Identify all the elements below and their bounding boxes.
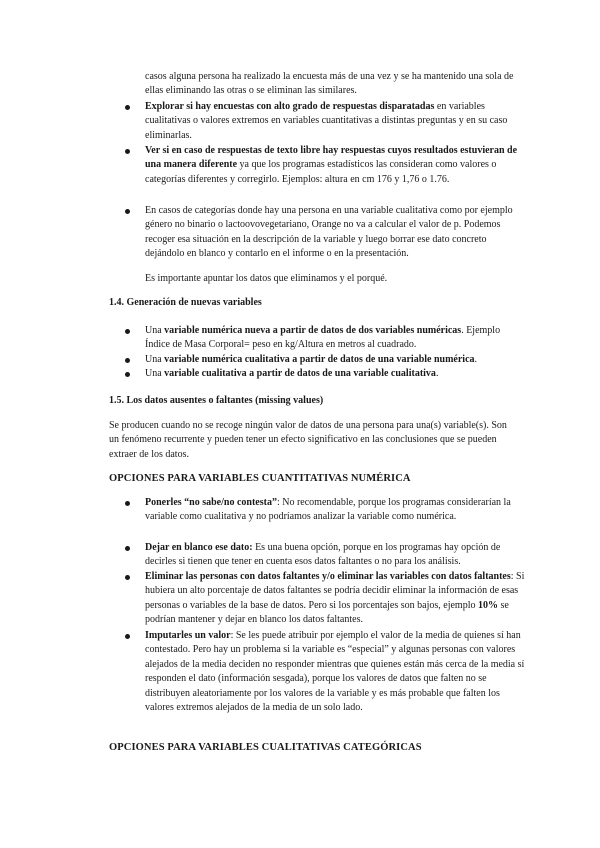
qual-options-heading: OPCIONES PARA VARIABLES CUALITATIVAS CATEGÓRICAS	[109, 742, 422, 753]
list-item	[145, 541, 525, 570]
bullet-bold-text: Dejar en blanco ese dato:	[145, 542, 253, 553]
bullet-bold-text: Ponerles “no sabe/no contesta”	[145, 497, 277, 508]
bullet-bold-text: Eliminar las personas con datos faltantes y/o eliminar las variables con datos faltantes	[145, 571, 511, 582]
bullet-text: en variables cualitativas o valores extremos en variables cuantitativas a distintas preguntas y en su caso eliminarlas.	[145, 101, 508, 141]
bullet-text: Una	[145, 354, 165, 365]
quant-options-heading: OPCIONES PARA VARIABLES CUANTITATIVAS NUMÉRICA	[109, 473, 411, 484]
bullet-bold-text: variable numérica nueva a partir de datos de dos variables numéricas	[164, 325, 462, 336]
bullet-bold-text: variable cualitativa a partir de datos de una variable cualitativa	[164, 368, 436, 379]
bullet-text: : Si hubiera un alto porcentaje de datos faltantes se podría decidir eliminar la información de esas personas o variables de la base de datos. Pero si los porcentajes son bajos, ejemplo	[145, 571, 525, 611]
missing-values-paragraph: Se producen cuando no se recoge ningún valor de datos de una persona para una(s) variable(s). Son un fenómeno recurrente y pueden tener un efecto significativo en las conclusiones que se pueden extraer de los datos.	[109, 420, 507, 460]
bullet-bold-text: variable numérica cualitativa a partir de datos de una variable numérica	[164, 354, 475, 365]
list-item	[145, 570, 525, 628]
list-item	[145, 324, 525, 353]
list-item	[145, 367, 525, 381]
bullet-text: Una	[145, 368, 165, 379]
bullet-text: .	[474, 354, 478, 365]
list-item	[145, 144, 525, 187]
bullet-text: : No recomendable, porque los programas considerarían la variable como cualitativa y no podríamos analizar la variable como numérica.	[145, 497, 511, 523]
bullet-text: . Ejemplo Índice de Masa Corporal= peso en kg/Altura en metros al cuadrado.	[145, 325, 501, 351]
bullet-text: se podrían mantener y dejar en blanco los datos faltantes.	[145, 599, 509, 626]
bullet-bold-text: Ver si en caso de respuestas de texto libre hay respuestas cuyos resultados estuvieran de una manera diferente	[145, 145, 518, 171]
list-item	[145, 496, 525, 525]
bullet-bold-text: 10%	[477, 599, 498, 611]
list-item	[145, 353, 525, 367]
bullet-text: En casos de categorías donde hay una persona en una variable cualitativa como por ejemplo género no binario o lactoovovegetariano, Orange no va a calcular el valor de p. Podemos recoger esa situación en la descripción de la variable y luego borrar ese dato concreto dejándolo en blanco y contarlo en el informe o en la presentación.	[145, 205, 513, 260]
section-heading-1-5: 1.5. Los datos ausentes o faltantes (missing values)	[109, 395, 324, 406]
bullet-bold-text: Imputarles un valor	[145, 630, 231, 641]
bullet-text: : Se les puede atribuir por ejemplo el valor de la media de quienes sí han contestado. Pero hay un problema si la variable es “especial” y algunas personas con valores alejados de la media deciden no responder mientras que quienes están más cerca de la media sí responden el dato (información sesgada), porque los valores de datos que falten no se distribuyen aleatoriamente por los valores de la variable y es más probable que falten los valores extremos alejados de la media de un solo lado.	[145, 630, 525, 714]
bullet-text: Una	[145, 325, 165, 336]
bullet-text: .	[435, 368, 439, 379]
section-heading-1-4: 1.4. Generación de nuevas variables	[109, 297, 262, 308]
bullet-bold-text: Explorar si hay encuestas con alto grado de respuestas disparatadas	[145, 101, 435, 112]
list-item	[145, 204, 525, 262]
list-item	[145, 100, 525, 143]
bullet-text: ya que los programas estadísticos las consideran como valores o categorías diferentes y corregirlo. Ejemplos: altura en cm 176 y 1,76 o 1.76.	[145, 159, 497, 185]
continuation-paragraph: casos alguna persona ha realizado la encuesta más de una vez y se ha mantenido una sola de ellas eliminando las otras o se eliminan las similares.	[145, 71, 514, 97]
note-paragraph: Es importante apuntar los datos que eliminamos y el porqué.	[145, 273, 388, 284]
bullet-text: Es una buena opción, porque en los programas hay opción de decirles si tienen que tener en cuenta esos datos faltantes o no para los análisis.	[145, 542, 501, 568]
list-item	[145, 629, 525, 715]
